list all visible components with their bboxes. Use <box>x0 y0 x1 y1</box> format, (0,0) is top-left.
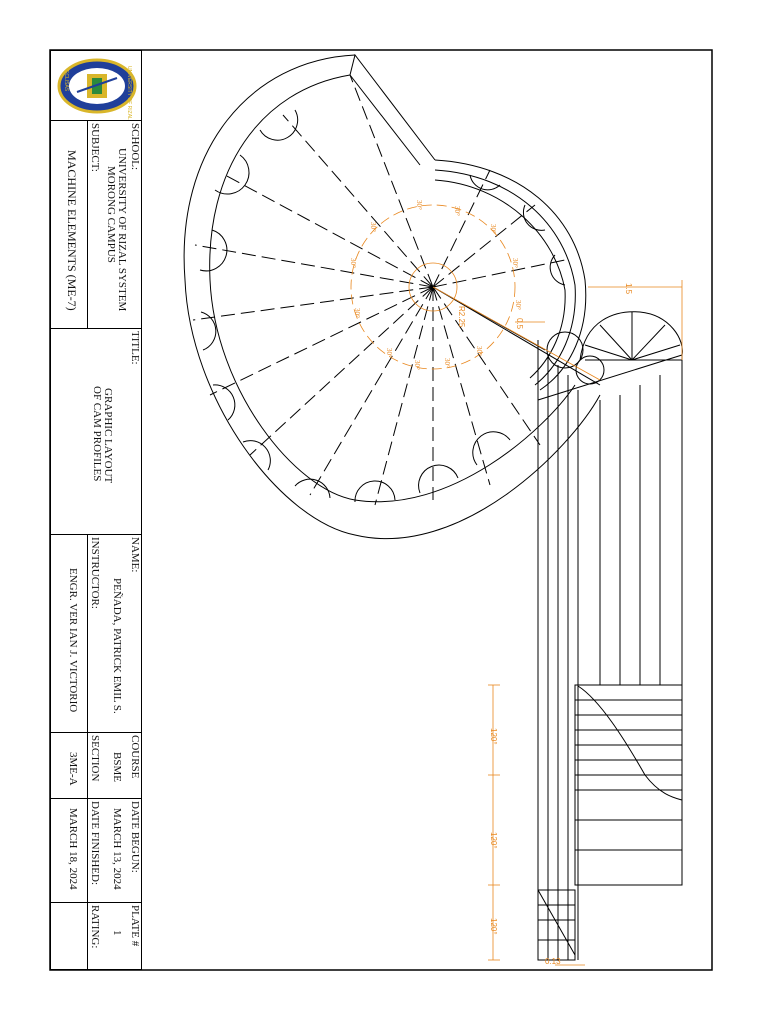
section-value: 3ME-A <box>67 752 79 786</box>
title-line2: OF CAM PROFILES <box>91 386 103 482</box>
school-label: SCHOOL: <box>129 123 141 171</box>
dimension-label-radius: R2.25 <box>457 306 466 328</box>
displacement-diagram <box>538 685 682 960</box>
dimension-label-0-13: 0.13 <box>545 957 561 966</box>
sheet-border <box>50 50 712 970</box>
logo-text-top: UNIVERSITY OF RIZAL <box>126 66 132 120</box>
subject-label: SUBJECT: <box>89 123 101 172</box>
dimension-label-return: 120° <box>489 918 498 935</box>
angle-label: 30° <box>415 200 423 210</box>
dimension-label-0-5: 0.5 <box>515 318 524 330</box>
angle-label: 30° <box>489 224 497 234</box>
school-name-line2: MORONG CAMPUS <box>105 166 117 263</box>
angle-label: 30° <box>453 206 461 216</box>
course-value: BSME <box>111 752 123 782</box>
angle-label: 30° <box>385 348 393 358</box>
angle-label: 30° <box>349 258 357 268</box>
angle-label: 30° <box>475 346 483 356</box>
course-label: COURSE <box>129 735 141 779</box>
roller-circles <box>200 110 604 502</box>
date-finished-value: MARCH 18, 2024 <box>67 808 79 890</box>
instructor-value: ENGR. VER IAN J. VICTORIO <box>67 568 79 713</box>
angle-label: 30° <box>443 358 451 368</box>
dimension-label-1-5: 1.5 <box>624 283 633 295</box>
school-name-line1: UNIVERSITY OF RIZAL SYSTEM <box>116 148 128 312</box>
dimension-label-dwell: 120° <box>489 832 498 849</box>
subject-value: MACHINE ELEMENTS (ME-7) <box>65 150 79 311</box>
name-label: NAME: <box>129 537 141 573</box>
date-begun-value: MARCH 13, 2024 <box>111 808 123 890</box>
dimension-label-rise: 120° <box>489 728 498 745</box>
angle-label: 30° <box>369 222 377 232</box>
logo-text-bottom: ECLISAS <box>63 70 69 92</box>
angle-label: 30° <box>511 258 519 268</box>
angle-label: 30° <box>514 300 522 310</box>
angle-label: 30° <box>413 360 421 370</box>
rating-label: RATING: <box>89 905 101 949</box>
date-begun-label: DATE BEGUN: <box>129 801 141 873</box>
cam-profile-drawing <box>184 55 682 960</box>
section-label: SECTION <box>89 735 101 782</box>
angle-label: 30° <box>353 308 361 318</box>
university-logo <box>57 58 137 114</box>
plate-label: PLATE # <box>129 905 141 947</box>
plate-value: 1 <box>111 930 123 936</box>
title-label: TITLE: <box>129 331 141 365</box>
cam-inner-profile <box>210 75 575 502</box>
cam-base-profile <box>435 160 586 390</box>
follower-projection-lines <box>538 340 682 960</box>
title-line1: GRAPHIC LAYOUT <box>102 388 114 484</box>
date-finished-label: DATE FINISHED: <box>89 801 101 886</box>
follower-base-circle <box>580 312 682 360</box>
name-value: PEÑADA, PATRICK EMIL S. <box>111 578 123 714</box>
instructor-label: INSTRUCTOR: <box>89 537 101 609</box>
